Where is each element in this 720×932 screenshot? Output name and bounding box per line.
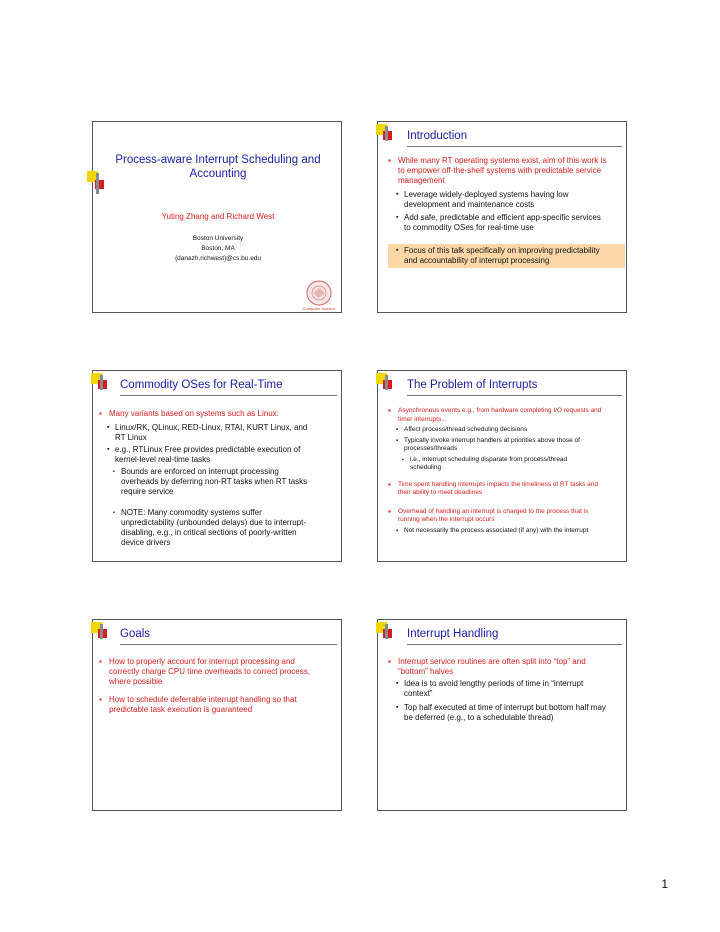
sub-sub-bullet: ▪ Bounds are enforced on interrupt processing overheads by deferring non-RT tasks when RT tasks require service <box>99 467 335 497</box>
sub-bullet: ▪ Leverage widely-deployed systems having low development and maintenance costs <box>388 190 622 210</box>
bullet: ▪ Overhead of handling an interrupt is charged to the process that is running when the interrupt occurs <box>388 508 624 525</box>
bullet: ▪ How to properly account for interrupt processing and correctly charge CPU time overheads to correct process, where possible <box>99 657 335 687</box>
slide-title: Goals <box>120 628 151 640</box>
slide-5 <box>92 619 342 811</box>
slide-title: Commodity OSes for Real-Time <box>120 379 283 391</box>
slide-title: Accounting <box>189 168 247 180</box>
sub-bullet: ▪ Linux/RK, QLinux, RED-Linux, RTAI, KURT Linux, and RT Linux <box>99 423 335 443</box>
slide-title: Interrupt Handling <box>407 628 499 640</box>
bullet: ▪ Asynchronous events e.g., from hardware completing I/O requests and timer interrupts... <box>388 407 624 424</box>
sub-bullet: ▪ Top half executed at time of interrupt but bottom half may be deferred (e.g., to a schedulable thread) <box>388 703 624 723</box>
slide-3 <box>92 370 342 562</box>
email: {danazh,richwest}@cs.bu.edu <box>174 255 262 262</box>
bullet: ▪ Interrupt service routines are often split into “top” and “bottom” halves <box>388 657 624 677</box>
bullet: ▪ Time spent handling interrupts impacts the timeliness of RT tasks and their ability to meet deadlines <box>388 481 624 498</box>
sub-bullet: ▪ Not necessarily the process associated (if any) with the interrupt <box>388 527 624 536</box>
highlight-box: ▪ Focus of this talk specifically on improving predictability and accountability of interrupt processing <box>388 244 625 268</box>
slide-1 <box>92 121 342 313</box>
sub-bullet: ▪ Add safe, predictable and efficient app-specific services to commodity OSes for real-time use <box>388 213 622 233</box>
sub-sub-bullet: ▪ NOTE: Many commodity systems suffer unpredictability (unbounded delays) due to interrupt- disabling, e.g., in critical sections of poorly-written device drivers <box>99 508 335 548</box>
sub-bullet: ▪ Idea is to avoid lengthy periods of time in “interrupt context” <box>388 679 624 699</box>
page-number: 1 <box>661 877 668 891</box>
bullet: ▪ Many variants based on systems such as Linux: <box>99 409 335 419</box>
sub-bullet: ▪ Affect process/thread scheduling decisions <box>388 426 624 435</box>
slide-4 <box>377 370 627 562</box>
slide-title: Introduction <box>407 130 468 142</box>
slide-title: The Problem of Interrupts <box>407 379 538 391</box>
location: Boston, MA <box>201 245 235 252</box>
slide-title: Process-aware Interrupt Scheduling and <box>115 154 321 166</box>
bullet: ▪ While many RT operating systems exist, aim of this work is to empower off-the-shelf systems with predictable service management <box>388 156 622 186</box>
institution: Boston University <box>192 235 244 242</box>
sub-sub-bullet: ▪ i.e., interrupt scheduling disparate from process/thread scheduling <box>388 456 624 473</box>
bullet: ▪ How to schedule deferrable interrupt handling so that predictable task execution is guaranteed <box>99 695 335 715</box>
logo-caption: Computer Science <box>302 306 336 311</box>
slide-2 <box>377 121 627 313</box>
university-logo <box>299 279 339 313</box>
slide-6 <box>377 619 627 811</box>
sub-bullet: ▪ Typically invoke interrupt handlers at priorities above those of processes/threads <box>388 437 624 454</box>
authors: Yuting Zhang and Richard West <box>161 212 275 221</box>
sub-bullet: ▪ e.g., RTLinux Free provides predictable execution of kernel-level real-time tasks <box>99 445 335 465</box>
